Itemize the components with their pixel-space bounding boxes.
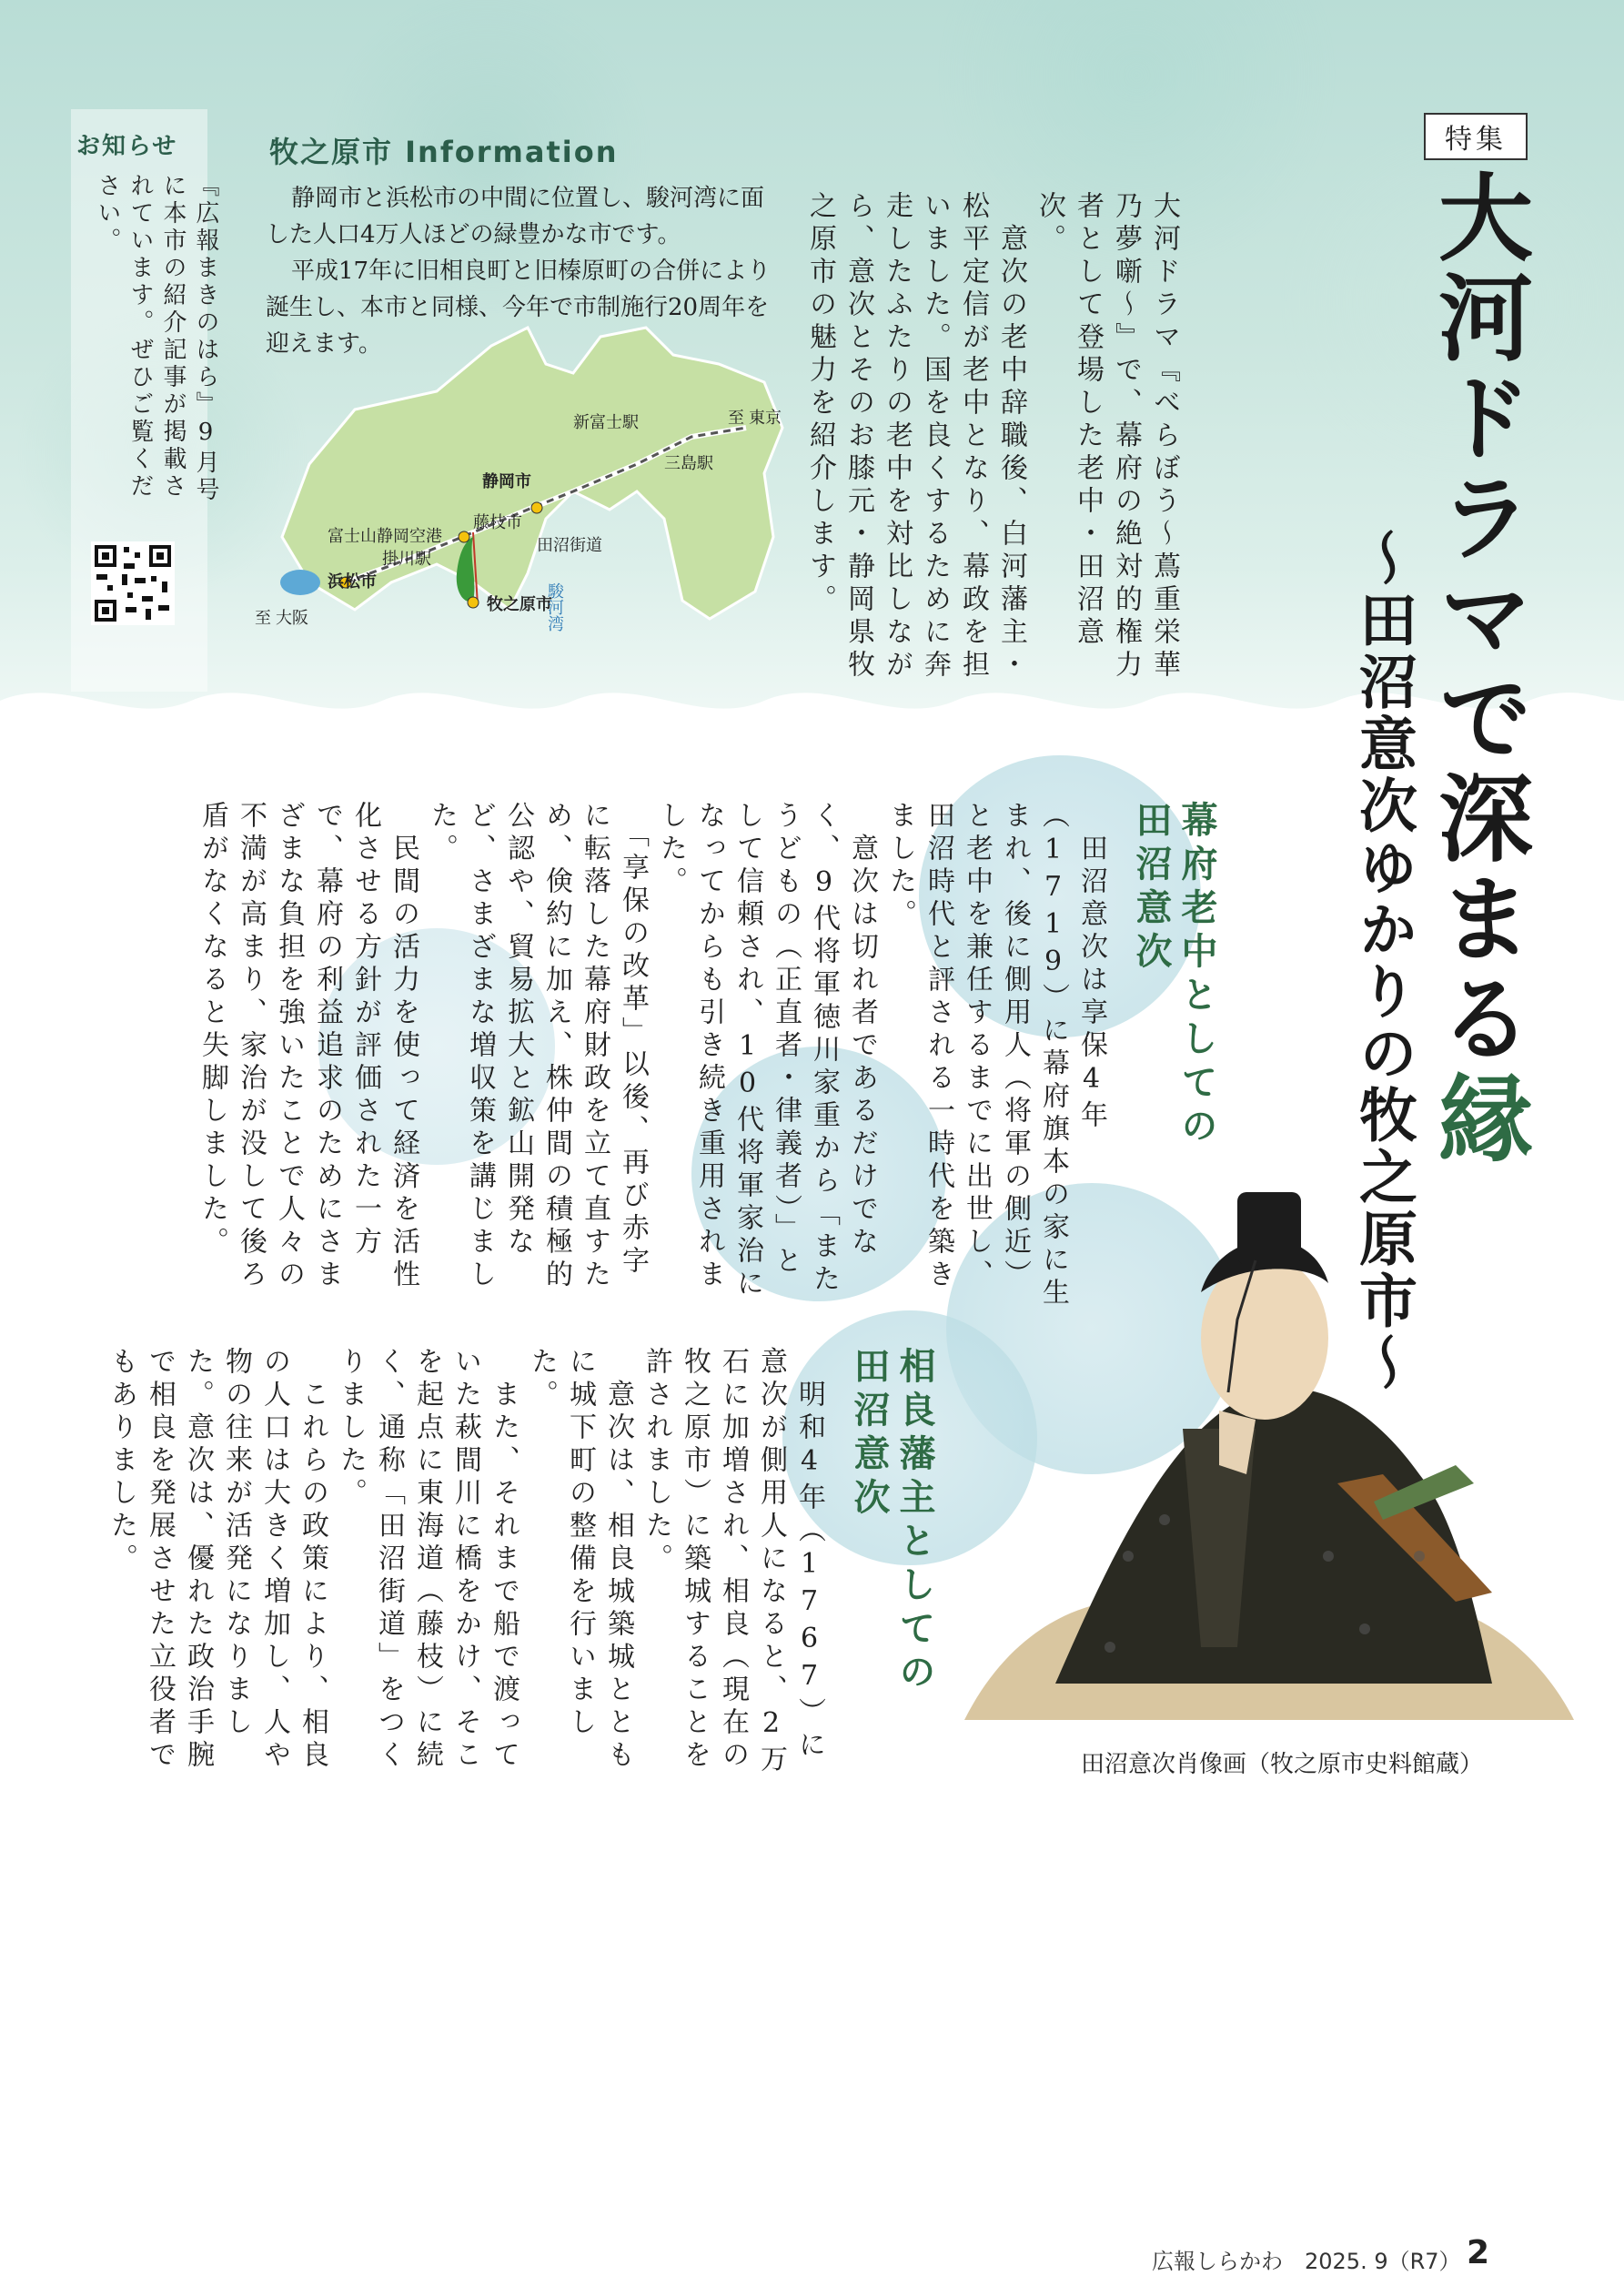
section2-heading: 相良藩主としての 田沼意次: [848, 1347, 935, 1696]
portrait-image: [946, 1174, 1583, 1729]
notice-label: お知らせ: [76, 133, 178, 160]
map-label-osaka: 至 大阪: [255, 609, 309, 627]
area-map: [255, 309, 801, 637]
map-label-airport: 富士山静岡空港: [328, 527, 442, 545]
intro-text: 大河ドラマ『べらぼう〜蔦重栄華乃夢噺〜』で、幕府の絶対的権力者として登場した老中・田沼意次。 意次の老中辞職後、白河藩主・松平定信が老中となり、幕政を担いました。国を良くするために奔走したふたりの老中を対比しながら、意次とそのお膝元・静岡県牧之原市の魅力を紹介します。: [804, 191, 1180, 683]
map-label-suruga: 駿河湾: [546, 582, 564, 632]
map-label-kakegawa: 掛川駅: [382, 550, 431, 568]
info-paragraph: 静岡市と浜松市の中間に位置し、駿河湾に面した人口4万人ほどの緑豊かな市です。: [266, 185, 765, 248]
feature-tag: 特集: [1424, 113, 1528, 160]
section2-body: 明和4年（1767）に意次が側用人になると、2万石に加増され、相良（現在の牧之原市）に築城することを許されました。 意次は、相良城築城とともに城下町の整備を行いました。 また、それまで船で渡っていた萩間川に橋をかけ、そこを起点に東海道（藤枝）に続く、通称「田沼街道」をつくりました。 これらの政策により、相良の人口は大きく増加し、人や物の往来が活発になりました。意次は、優れた政治手腕で相良を発展させた立役者でもありました。: [106, 1347, 825, 1777]
footer-publication: 広報しらかわ 2025. 9（R7）: [1152, 2249, 1461, 2274]
main-title-accent: 縁: [1422, 1069, 1533, 1169]
portrait-caption: 田沼意次肖像画（牧之原市史料館蔵）: [1081, 1751, 1484, 1778]
section1-heading: 幕府老中としての 田沼意次: [1130, 801, 1217, 1150]
map-label-hamamatsu: 浜松市: [328, 572, 377, 591]
map-label-fujieda: 藤枝市: [473, 513, 522, 531]
page-number: 2: [1467, 2234, 1490, 2271]
info-paragraph: 平成17年に旧相良町と旧榛原町の合併により誕生し、本市と同様、今年で市制施行20周年を迎えます。: [266, 258, 772, 358]
map-label-tanuma: 田沼街道: [537, 536, 602, 554]
map-label-shizuoka: 静岡市: [482, 472, 531, 491]
subtitle: 〜田沼意次ゆかりの牧之原市〜: [1349, 528, 1417, 1394]
info-title: 牧之原市 Information: [269, 135, 619, 169]
map-label-mishima: 三島駅: [664, 454, 713, 472]
qr-code[interactable]: [91, 541, 175, 625]
main-title: [1419, 168, 1536, 1169]
main-title-text: 大河ドラマで深まる: [1422, 168, 1533, 1069]
map-label-tokyo: 至 東京: [728, 409, 782, 427]
map-label-makinohara: 牧之原市: [487, 595, 552, 613]
notice-body: 『広報まきのはら』9月号に本市の紹介記事が掲載されています。ぜひご覧ください。: [94, 173, 219, 504]
section1-body: 田沼意次は享保4年（1719）に幕府旗本の家に生まれ、後に側用人（将軍の側近）と老中を兼任するまでに出世し、田沼時代と評される一時代を築きました。 意次は切れ者であるだけでなく、9代将軍徳川家重から「またうどもの（正直者・律義者）」として信頼され、10代将軍家治になってからも引き続き重用されました。 「享保の改革」以後、再び赤字に転落した幕府財政を立て直すため、倹約に加え、株仲間の積極的公認や、貿易拡大と鉱山開発など、さまざまな増収策を講じました。 民間の活力を使って経済を活性化させる方針が評価された一方で、幕府の利益追求のためにさまざまな負担を強いたことで人々の不満が高まり、家治が没して後ろ盾がなくなると失脚しました。: [197, 801, 1107, 1310]
map-label-shinfuji: 新富士駅: [573, 413, 639, 431]
